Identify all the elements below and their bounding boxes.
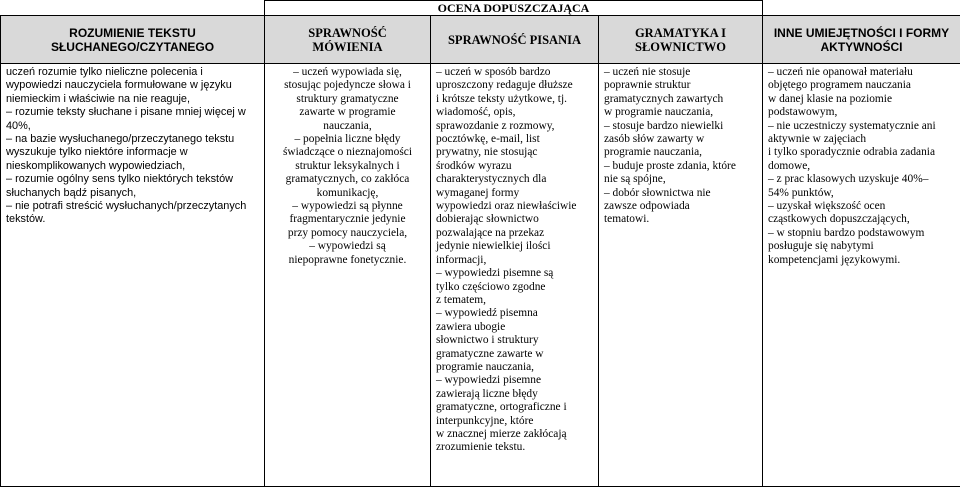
- header-line: AKTYWNOŚCI: [820, 39, 903, 54]
- criteria-line: dobierając słownictwo: [436, 213, 539, 226]
- criteria-line: wypowiedzi oraz niewłaściwie: [436, 200, 577, 213]
- criteria-line: w danej klasie na poziomie: [768, 92, 893, 105]
- criteria-line: – uzyskał większość ocen: [768, 200, 886, 213]
- criteria-line: niepoprawne fonetycznie.: [288, 253, 407, 266]
- criteria-line: gramatyczne, ortograficzne i: [436, 401, 567, 414]
- criteria-line: 54% punktów,: [768, 186, 834, 199]
- column-header-row: [1, 16, 960, 64]
- criteria-line: – nie uczestniczy systematycznie ani: [768, 119, 936, 132]
- criteria-line: programie nauczania,: [436, 360, 535, 373]
- criteria-line: – rozumie teksty słuchane i pisane mniej więcej w: [6, 106, 246, 119]
- criteria-line: – wypowiedzi pisemne: [436, 374, 542, 387]
- criteria-line: wiadomość, opis,: [436, 106, 516, 119]
- criteria-line: – wypowiedź pisemna: [436, 307, 538, 320]
- criteria-line: sprawozdanie z rozmowy,: [436, 119, 555, 132]
- column-header-writing: [431, 16, 599, 64]
- criteria-line: – wypowiedzi są płynne: [292, 200, 403, 213]
- criteria-line: informacji,: [436, 253, 487, 266]
- criteria-line: stosując pojedyncze słowa i: [284, 79, 411, 92]
- criteria-cell-writing: [431, 64, 599, 487]
- criteria-line: zasób słów zawarty w: [604, 133, 705, 146]
- criteria-line: – z prac klasowych uzyskuje 40%–: [768, 173, 929, 186]
- criteria-line: – wypowiedzi pisemne są: [436, 267, 554, 280]
- criteria-line: – wypowiedzi są: [309, 240, 386, 253]
- header-spacer-right: [763, 1, 960, 16]
- criteria-line: poprawnie struktur: [604, 79, 691, 92]
- criteria-line: wyszukuje tylko niektóre informacje w: [6, 146, 188, 159]
- criteria-line: – rozumie ogólny sens tylko niektórych tekstów: [6, 173, 233, 186]
- criteria-line: jedynie niewielkiej ilości: [436, 240, 551, 253]
- criteria-line: nauczania,: [323, 119, 372, 132]
- criteria-line: – stosuje bardzo niewielki: [604, 119, 724, 132]
- header-line: SPRAWNOŚĆ PISANIA: [447, 32, 581, 47]
- criteria-line: – dobór słownictwa nie: [604, 186, 711, 199]
- header-spacer: [1, 1, 265, 16]
- criteria-line: gramatycznych zawartych: [604, 92, 724, 105]
- criteria-line: nieskomplikowanych wypowiedziach,: [6, 159, 186, 172]
- criteria-line: objętego programem nauczania: [768, 79, 911, 92]
- header-line: SŁOWNICTWO: [635, 39, 726, 54]
- column-header-other-skills: [763, 16, 960, 64]
- criteria-line: programie nauczania,: [604, 146, 703, 159]
- criteria-line: pocztówkę, e-mail, list: [436, 133, 540, 146]
- criteria-line: – uczeń nie opanował materiału: [768, 66, 913, 78]
- criteria-line: środków wyrazu: [436, 159, 512, 172]
- criteria-cell-other-skills: [763, 64, 960, 487]
- criteria-line: – buduje proste zdania, które: [604, 159, 736, 172]
- criteria-line: w programie nauczania,: [604, 106, 714, 119]
- criteria-line: posługuje się nabytymi: [768, 240, 874, 253]
- column-header-grammar: [599, 16, 763, 64]
- criteria-line: niemieckim i właściwie na nie reaguje,: [6, 92, 191, 105]
- criteria-line: charakterystycznych dla: [436, 173, 547, 186]
- criteria-line: zawsze odpowiada: [604, 200, 690, 213]
- criteria-line: prywatny, nie stosując: [436, 146, 538, 159]
- header-line: GRAMATYKA I: [634, 25, 727, 40]
- header-line: MÓWIENIA: [312, 39, 383, 54]
- criteria-line: gramatyczne zawarte w: [436, 347, 544, 360]
- criteria-line: uproszczony redaguje dłuższe: [436, 79, 573, 92]
- criteria-line: i krótsze teksty użytkowe, tj.: [436, 92, 567, 105]
- criteria-line: – uczeń w sposób bardzo: [436, 66, 551, 78]
- criteria-line: – w stopniu bardzo podstawowym: [768, 226, 925, 239]
- header-line: ROZUMIENIE TEKSTU: [69, 25, 196, 40]
- criteria-line: z tematem,: [436, 293, 486, 306]
- criteria-line: słownictwo i struktury: [436, 334, 539, 347]
- criteria-cell-grammar: [599, 64, 763, 487]
- criteria-line: – nie potrafi streścić wysłuchanych/przeczytanych: [6, 200, 247, 213]
- header-line: INNE UMIEJĘTNOŚCI I FORMY: [773, 25, 950, 40]
- criteria-line: zawarte w programie: [299, 106, 396, 119]
- criteria-line: gramatycznych, co zakłóca: [285, 173, 410, 186]
- criteria-line: 40%,: [6, 119, 31, 132]
- criteria-line: słuchanych bądź pisanych,: [6, 186, 137, 199]
- criteria-line: struktur leksykalnych i: [295, 159, 400, 172]
- criteria-line: – na bazie wysłuchanego/przeczytanego tekstu: [6, 133, 235, 146]
- criteria-line: świadczące o nieznajomości: [282, 146, 413, 159]
- grade-level-heading: OCENA DOPUSZCZAJĄCA: [265, 1, 763, 16]
- criteria-line: struktury gramatyczne: [296, 92, 399, 105]
- header-line: SPRAWNOŚĆ: [308, 25, 387, 40]
- criteria-line: kompetencjami językowymi.: [768, 253, 901, 266]
- top-header-row: [1, 1, 960, 16]
- criteria-line: zawiera ubogie: [436, 320, 506, 333]
- column-header-speaking: [265, 16, 431, 64]
- criteria-line: – uczeń wypowiada się,: [293, 66, 402, 78]
- criteria-line: fragmentarycznie jedynie: [289, 213, 406, 226]
- criteria-cell-speaking: [265, 64, 431, 487]
- criteria-line: podstawowym,: [768, 106, 838, 119]
- criteria-line: cząstkowych dopuszczających,: [768, 213, 910, 226]
- criteria-line: – popełnia liczne błędy: [294, 133, 401, 146]
- criteria-cell-reading-listening: [1, 64, 265, 487]
- criteria-line: w znacznej mierze zakłócają: [436, 427, 567, 440]
- column-header-reading-listening: [1, 16, 265, 64]
- criteria-line: i tylko sporadycznie odrabia zadania: [768, 146, 936, 159]
- criteria-line: interpunkcyjne, które: [436, 414, 534, 427]
- criteria-line: aktywnie w zajęciach: [768, 133, 867, 146]
- criteria-line: zrozumienie tekstu.: [436, 441, 526, 454]
- criteria-line: tylko częściowo zgodne: [436, 280, 546, 293]
- criteria-line: tematowi.: [604, 213, 650, 226]
- criteria-line: zawierają liczne błędy: [436, 387, 538, 400]
- header-line: SŁUCHANEGO/CZYTANEGO: [50, 39, 215, 54]
- criteria-line: przy pomocy nauczyciela,: [287, 226, 408, 239]
- criteria-line: pozwalające na przekaz: [436, 226, 545, 239]
- criteria-line: wymaganej formy: [436, 186, 520, 199]
- criteria-row: [1, 64, 960, 487]
- criteria-line: – uczeń nie stosuje: [604, 66, 691, 78]
- criteria-line: domowe,: [768, 159, 811, 172]
- criteria-line: uczeń rozumie tylko nieliczne polecenia i: [6, 66, 203, 78]
- criteria-line: wypowiedzi nauczyciela formułowane w języku: [6, 79, 232, 92]
- criteria-line: nie są spójne,: [604, 173, 666, 186]
- criteria-line: tekstów.: [6, 213, 46, 226]
- criteria-line: komunikację,: [316, 186, 379, 199]
